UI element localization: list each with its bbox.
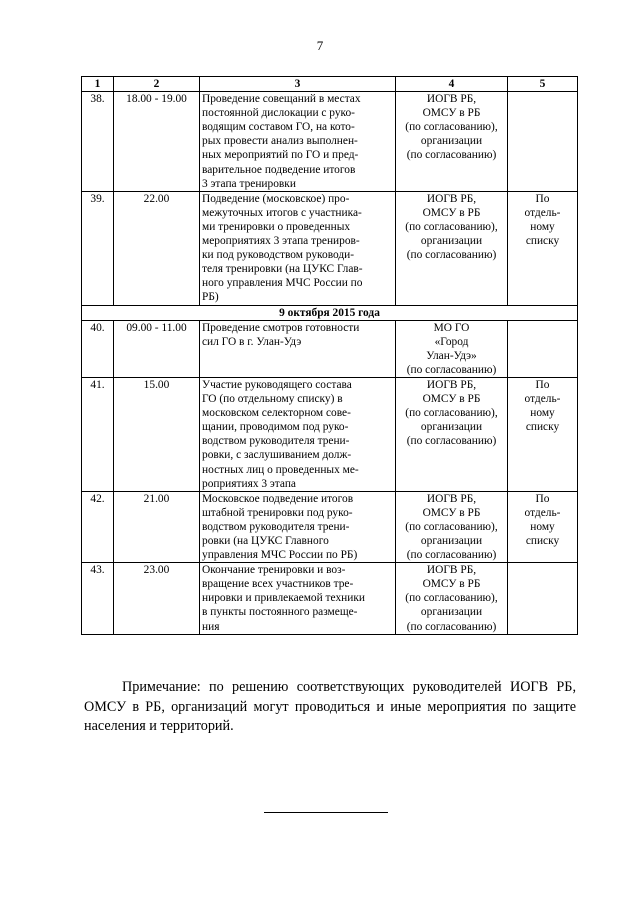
description-cell <box>200 377 396 491</box>
time-cell: 23.00 <box>114 563 200 634</box>
cell-line: ИОГВ РБ, <box>426 93 477 106</box>
cell-line: организации <box>420 421 483 434</box>
participants-cell <box>508 491 578 562</box>
cell-line: межуточных итогов с участника- <box>202 206 362 219</box>
table-row <box>82 191 578 305</box>
date-row <box>82 305 578 320</box>
cell-line: ИОГВ РБ, <box>426 564 477 577</box>
table-row <box>82 92 578 192</box>
schedule-body <box>82 92 578 635</box>
cell-line: (по согласованию) <box>406 549 497 562</box>
responsible-cell <box>396 563 508 634</box>
cell-line: (по согласованию), <box>405 407 498 420</box>
cell-line: нировки и привлекаемой техники <box>202 592 365 605</box>
cell-line: ния <box>202 620 220 633</box>
cell-line: отдель- <box>524 206 561 219</box>
cell-line: (по согласованию) <box>406 249 497 262</box>
table-row <box>82 377 578 491</box>
cell-line: отдель- <box>524 393 561 406</box>
cell-line: ОМСУ в РБ <box>422 107 481 120</box>
cell-line: Московское подведение итогов <box>202 492 354 505</box>
table-row <box>82 563 578 634</box>
cell-line: списку <box>525 235 560 248</box>
cell-line: ОМСУ в РБ <box>422 578 481 591</box>
cell-line: (по согласованию), <box>405 592 498 605</box>
cell-line: ГО (по отдельному списку) в <box>202 393 343 406</box>
time-cell: 22.00 <box>114 191 200 305</box>
time-cell: 18.00 - 19.00 <box>114 92 200 192</box>
cell-line: теля тренировки (на ЦУКС Глав- <box>202 263 363 276</box>
cell-line: списку <box>525 421 560 434</box>
page-number: 7 <box>316 38 324 53</box>
row-number-cell: 40. <box>82 320 114 377</box>
cell-line: списку <box>525 535 560 547</box>
responsible-cell <box>396 491 508 562</box>
cell-line: штабной тренировки под руко- <box>202 506 353 519</box>
cell-line: «Город <box>434 335 469 348</box>
cell-line: Проведение смотров готовности <box>202 321 360 334</box>
cell-line: Участие руководящего состава <box>202 378 352 391</box>
cell-line: 3 этапа тренировки <box>202 177 296 190</box>
cell-line: в пункты постоянного размеще- <box>202 606 358 619</box>
cell-line: ровки (на ЦУКС Главного <box>202 535 329 547</box>
cell-line: водством руководителя трени- <box>202 520 350 533</box>
cell-line: ки под руководством руководи- <box>202 249 355 262</box>
responsible-cell <box>396 377 508 491</box>
participants-cell <box>508 320 578 377</box>
cell-line: водящим составом ГО, на кото- <box>202 121 355 134</box>
cell-line: организации <box>420 135 483 148</box>
table-header-row <box>82 77 578 92</box>
cell-line: ного управления МЧС России по <box>202 277 363 290</box>
responsible-cell <box>396 92 508 192</box>
cell-line: По <box>535 378 550 391</box>
cell-line: (по согласованию), <box>405 220 498 233</box>
cell-line: ОМСУ в РБ <box>422 506 481 519</box>
cell-line: ИОГВ РБ, <box>426 492 477 505</box>
cell-line: ОМСУ в РБ <box>422 206 481 219</box>
cell-line: (по согласованию), <box>405 121 498 134</box>
cell-line: По <box>535 192 550 205</box>
row-number-cell: 42. <box>82 491 114 562</box>
participants-cell <box>508 563 578 634</box>
cell-line: ному <box>530 407 555 420</box>
cell-line: ОМСУ в РБ <box>422 393 481 406</box>
cell-line: Проведение совещаний в местах <box>202 93 361 106</box>
cell-line: организации <box>420 235 483 248</box>
table-row <box>82 320 578 377</box>
cell-line: ИОГВ РБ, <box>426 192 477 205</box>
cell-line: (по согласованию) <box>406 363 497 376</box>
row-number-cell: 39. <box>82 191 114 305</box>
cell-line: ровки, с заслушиванием долж- <box>202 449 352 462</box>
column-header: 2 <box>114 77 200 92</box>
cell-line: организации <box>420 535 483 547</box>
cell-line: Улан-Удэ» <box>426 349 477 362</box>
cell-line: управления МЧС России по РБ) <box>202 549 358 562</box>
cell-line: (по согласованию) <box>406 435 497 448</box>
column-header: 4 <box>396 77 508 92</box>
cell-line: ИОГВ РБ, <box>426 378 477 391</box>
date-heading: 9 октября 2015 года <box>82 305 578 320</box>
cell-line: ми тренировки о проведенных <box>202 220 351 233</box>
cell-line: щании, проводимом под руко- <box>202 421 349 434</box>
end-separator-line <box>264 812 388 813</box>
cell-line: рых провести анализ выполнен- <box>202 135 358 148</box>
row-number-cell: 41. <box>82 377 114 491</box>
cell-line: вращение всех участников тре- <box>202 578 354 591</box>
cell-line: Подведение (московское) про- <box>202 192 350 205</box>
description-cell <box>200 491 396 562</box>
cell-line: водством руководителя трени- <box>202 435 350 448</box>
responsible-cell <box>396 191 508 305</box>
participants-cell <box>508 92 578 192</box>
description-cell <box>200 191 396 305</box>
cell-line: МО ГО <box>433 321 470 334</box>
row-number-cell: 43. <box>82 563 114 634</box>
cell-line: сил ГО в г. Улан-Удэ <box>202 335 302 348</box>
description-cell <box>200 563 396 634</box>
time-cell: 09.00 - 11.00 <box>114 320 200 377</box>
cell-line: организации <box>420 606 483 619</box>
cell-line: По <box>535 492 550 505</box>
column-header: 1 <box>82 77 114 92</box>
participants-cell <box>508 191 578 305</box>
cell-line: ному <box>530 520 555 533</box>
cell-line: ных мероприятий по ГО и пред- <box>202 149 359 162</box>
column-header: 5 <box>508 77 578 92</box>
row-number-cell: 38. <box>82 92 114 192</box>
column-header: 3 <box>200 77 396 92</box>
cell-line: (по согласованию), <box>405 520 498 533</box>
table-row <box>82 491 578 562</box>
cell-line: мероприятиях 3 этапа трениров- <box>202 235 360 248</box>
schedule-table <box>81 76 578 635</box>
cell-line: Окончание тренировки и воз- <box>202 564 346 577</box>
cell-line: варительное подведение итогов <box>202 163 356 176</box>
cell-line: ному <box>530 220 555 233</box>
responsible-cell <box>396 320 508 377</box>
time-cell: 21.00 <box>114 491 200 562</box>
cell-line: (по согласованию) <box>406 620 497 633</box>
description-cell <box>200 320 396 377</box>
footnote-remark: Примечание: по решению соответствующих руководителей ИОГВ РБ, ОМСУ в РБ, организаций могут проводиться и иные мероприятия по защите населения и территорий. <box>84 679 576 735</box>
cell-line: московском селекторном сове- <box>202 407 351 420</box>
cell-line: постоянной дислокации с руко- <box>202 107 355 120</box>
cell-line: РБ) <box>202 291 219 304</box>
cell-line: ностных лиц о проведенных ме- <box>202 463 359 476</box>
participants-cell <box>508 377 578 491</box>
time-cell: 15.00 <box>114 377 200 491</box>
cell-line: (по согласованию) <box>406 149 497 162</box>
cell-line: отдель- <box>524 506 561 519</box>
cell-line: роприятиях 3 этапа <box>202 477 296 490</box>
description-cell <box>200 92 396 192</box>
